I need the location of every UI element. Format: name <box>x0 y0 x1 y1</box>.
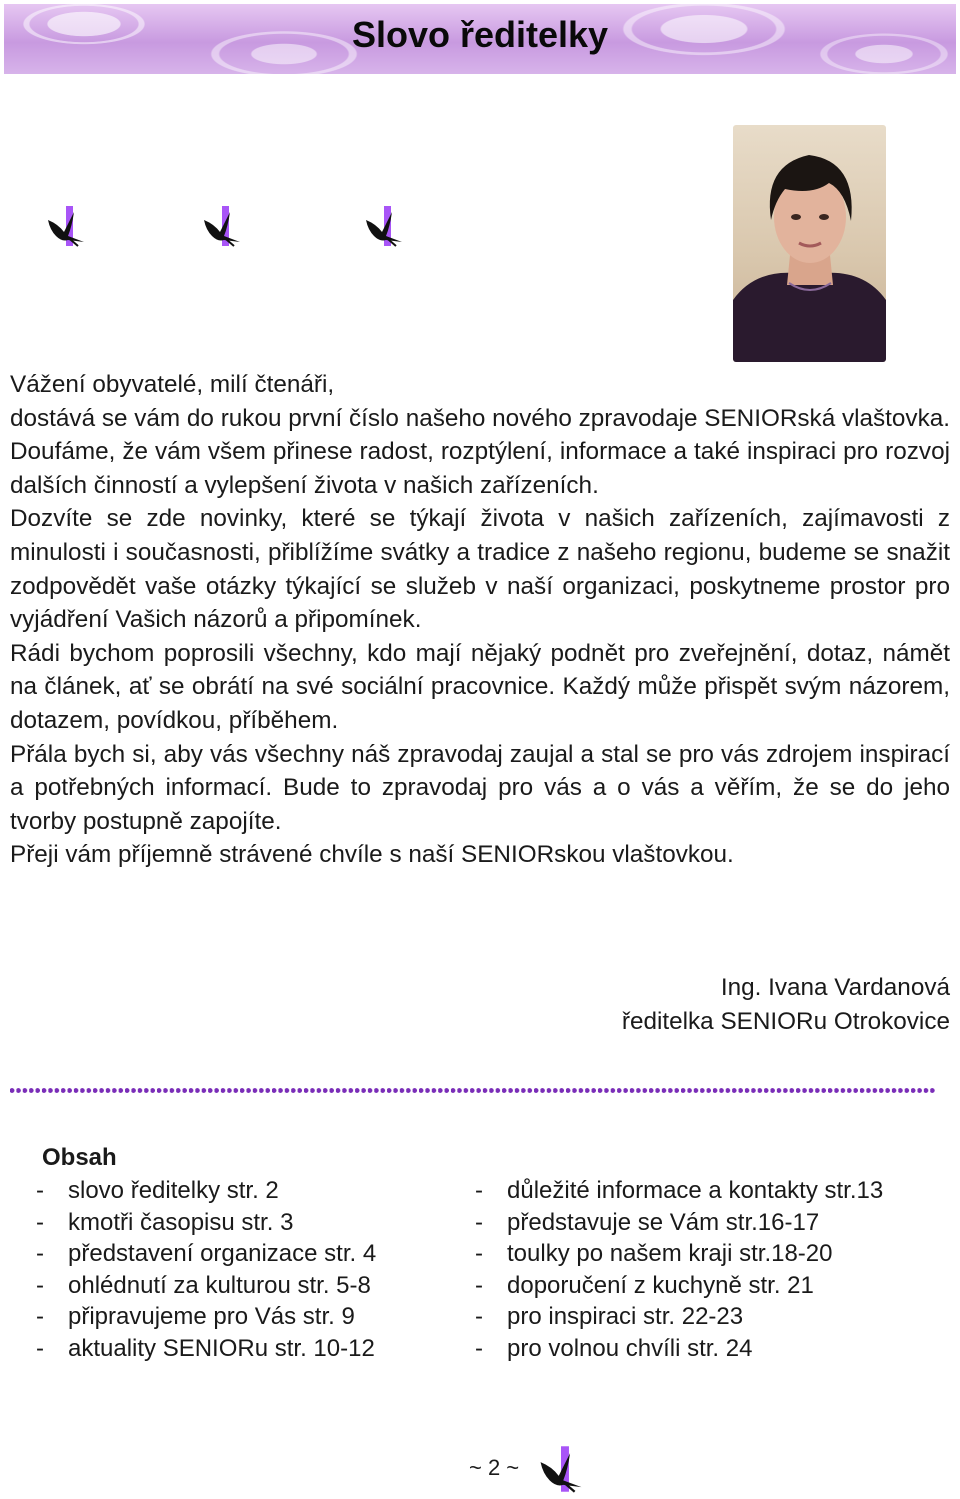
toc-dash: - <box>36 1208 44 1236</box>
toc-heading: Obsah <box>42 1144 117 1171</box>
page-title: Slovo ředitelky <box>351 14 609 55</box>
letter-paragraph: dostává se vám do rukou první číslo našeho nového zpravodaje SENIORská vlaštovka. Doufáme, že vám všem přinese radost, rozptýlení, informace a také inspiraci pro rozvoj dalších činností a vylepšení života v našich zařízeních. <box>10 404 950 499</box>
letter-paragraph: Přála bych si, aby vás všechny náš zpravodaj zaujal a stal se pro vás zdrojem inspirací a potřebných informací. Bude to zpravodaj pro vás a o vás a věřím, že se do jeho tvorby postupně zapojíte. <box>10 740 950 835</box>
swallow-icon <box>362 204 406 248</box>
toc-item[interactable] <box>475 1301 883 1333</box>
page-number: ~ 2 ~ <box>469 1455 520 1480</box>
toc-item-text: představuje se Vám str.16-17 <box>507 1208 820 1236</box>
toc-dash: - <box>475 1240 483 1268</box>
toc-item-text: pro inspiraci str. 22-23 <box>507 1303 744 1331</box>
toc-dash: - <box>36 1177 44 1204</box>
toc-item-text: důležité informace a kontakty str.13 <box>507 1177 884 1204</box>
letter-closing: Přeji vám příjemně strávené chvíle s naší SENIORskou vlaštovkou. <box>10 841 734 869</box>
letter-paragraph: Dozvíte se zde novinky, které se týkají života v našich zařízeních, zajímavosti z minulosti i současnosti, přiblížíme svátky a tradice z našeho regionu, budeme se snažit zodpovědět vaše otázky týkající se služeb v naší organizaci, poskytneme prostor pro vyjádření Vašich názorů a připomínek. <box>10 505 950 634</box>
signature-role: ředitelka SENIORu Otrokovice <box>621 1007 950 1035</box>
toc-item[interactable] <box>36 1270 376 1302</box>
toc-item[interactable] <box>475 1333 883 1365</box>
letter-paragraph: Rádi bychom poprosili všechny, kdo mají nějaký podnět pro zveřejnění, dotaz, námět na článek, ať se obrátí na své sociální pracovnice. Každý může přispět svým názorem, dotazem, povídkou, příběhem. <box>10 639 950 734</box>
toc-dash: - <box>36 1240 44 1268</box>
toc-item-text: slovo ředitelky str. 2 <box>68 1177 279 1204</box>
toc-item[interactable] <box>36 1207 376 1239</box>
toc-item-text: ohlédnutí za kulturou str. 5-8 <box>68 1271 371 1299</box>
swallow-icon <box>44 204 88 248</box>
dotted-divider <box>10 1088 935 1094</box>
swallow-icon <box>536 1444 586 1494</box>
letter-greeting: Vážení obyvatelé, milí čtenáři, <box>10 371 335 398</box>
toc-dash: - <box>36 1271 44 1299</box>
toc-item[interactable] <box>475 1207 883 1239</box>
swallow-icon <box>200 204 244 248</box>
toc-dash: - <box>475 1271 483 1299</box>
toc-item-text: doporučení z kuchyně str. 21 <box>507 1271 814 1299</box>
toc-item-text: toulky po našem kraji str.18-20 <box>507 1240 833 1268</box>
toc-item[interactable] <box>36 1175 376 1207</box>
toc-item[interactable] <box>475 1270 883 1302</box>
toc-left-column <box>36 1175 376 1365</box>
toc-item-text: pro volnou chvíli str. 24 <box>507 1334 753 1362</box>
toc-right-column <box>475 1175 883 1365</box>
toc-dash: - <box>475 1303 483 1331</box>
toc-dash: - <box>475 1208 483 1236</box>
director-portrait-photo <box>733 125 886 362</box>
toc-item[interactable] <box>36 1301 376 1333</box>
toc-dash: - <box>475 1334 483 1362</box>
header-banner <box>4 4 956 74</box>
signature-name: Ing. Ivana Vardanová <box>720 974 950 1001</box>
signature-block <box>622 971 950 1038</box>
letter-body <box>10 368 950 872</box>
toc-dash: - <box>36 1334 44 1362</box>
toc-item[interactable] <box>36 1238 376 1270</box>
toc-item-text: připravujeme pro Vás str. 9 <box>68 1303 355 1331</box>
toc-item[interactable] <box>475 1238 883 1270</box>
toc-item-text: kmotři časopisu str. 3 <box>68 1208 294 1236</box>
toc-dash: - <box>36 1303 44 1331</box>
toc-dash: - <box>475 1177 483 1204</box>
toc-item-text: aktuality SENIORu str. 10-12 <box>68 1334 375 1362</box>
toc-item[interactable] <box>475 1175 883 1207</box>
toc-item[interactable] <box>36 1333 376 1365</box>
toc-item-text: představení organizace str. 4 <box>68 1240 377 1268</box>
